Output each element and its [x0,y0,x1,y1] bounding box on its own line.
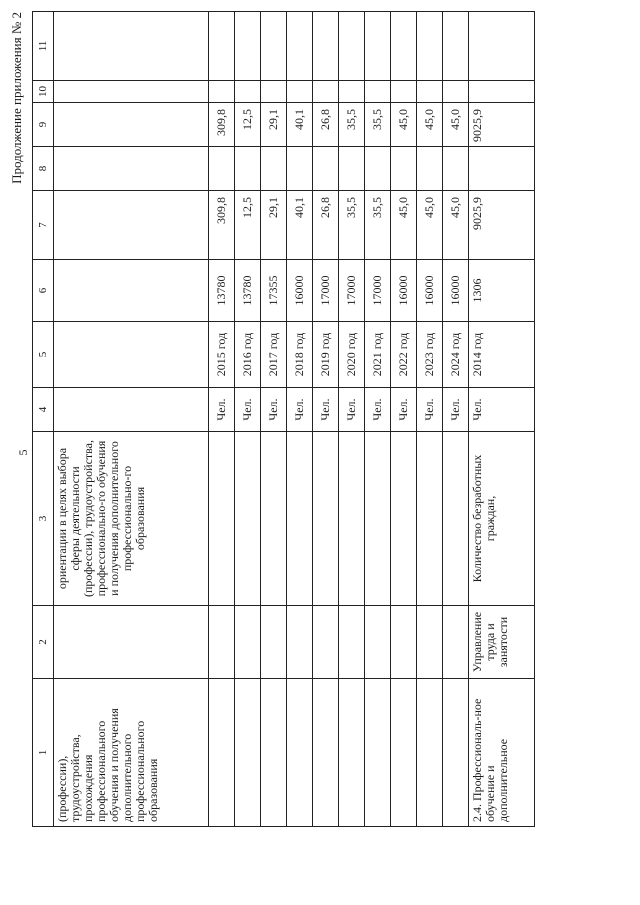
cell-col10-empty [469,81,535,103]
cell-unit: Чел. [339,388,365,432]
cell-executor-empty [443,606,469,679]
cell-col10-empty [443,81,469,103]
table-row [235,12,261,827]
cell-indicator-empty [209,679,235,827]
cell-description-empty [365,432,391,606]
cell-description-empty [417,432,443,606]
cell-year: 2024 год [443,322,469,388]
column-number-row [33,12,54,827]
cell-col11-empty [365,12,391,81]
cell-unit: Чел. [417,388,443,432]
cell-empty [54,12,209,81]
column-number-7: 7 [33,191,54,260]
cell-empty [54,322,209,388]
cell-executor-empty [391,606,417,679]
cell-col10-empty [365,81,391,103]
cell-col8-empty [339,147,365,191]
cell-year: 2018 год [287,322,313,388]
cell-col11-empty [209,12,235,81]
cell-col8-empty [391,147,417,191]
cell-year: 2019 год [313,322,339,388]
main-table [32,11,535,827]
column-number-10: 10 [33,81,54,103]
column-number-2: 2 [33,606,54,679]
table-row [209,12,235,827]
cell-executor-empty [235,606,261,679]
cell-col11-empty [235,12,261,81]
table-row [339,12,365,827]
column-number-9: 9 [33,103,54,147]
table-row [365,12,391,827]
cell-executor-empty [209,606,235,679]
cell-year: 2020 год [339,322,365,388]
table-row-continued [54,12,209,827]
cell-plan-value: 13780 [209,260,235,322]
column-number-5: 5 [33,322,54,388]
cell-empty [54,388,209,432]
cell-unit: Чел. [313,388,339,432]
cell-year: 2021 год [365,322,391,388]
cell-indicator-empty [287,679,313,827]
cell-col11-empty [287,12,313,81]
cell-col9-value: 29,1 [261,103,287,147]
cell-col10-empty [209,81,235,103]
cell-year: 2016 год [235,322,261,388]
cell-col9-value: 26,8 [313,103,339,147]
cell-fact-value: 40,1 [287,191,313,260]
column-number-11: 11 [33,12,54,81]
cell-col8-empty [313,147,339,191]
table-row [313,12,339,827]
cell-indicator-section: 2.4. Профессиональ-ное обучение и дополнительное [469,679,535,827]
cell-plan-value: 16000 [443,260,469,322]
cell-col11-empty [391,12,417,81]
cell-fact-value: 45,0 [443,191,469,260]
cell-plan-value: 13780 [235,260,261,322]
table-row [391,12,417,827]
cell-fact-value: 45,0 [391,191,417,260]
cell-fact-value: 29,1 [261,191,287,260]
cell-unit: Чел. [209,388,235,432]
cell-description-empty [391,432,417,606]
cell-col9-value: 45,0 [417,103,443,147]
cell-year: 2015 год [209,322,235,388]
cell-col10-empty [313,81,339,103]
cell-unit: Чел. [469,388,535,432]
cell-col8-empty [261,147,287,191]
cell-description-empty [313,432,339,606]
table-row [443,12,469,827]
cell-col11-empty [339,12,365,81]
cell-empty [54,81,209,103]
cell-fact-value: 12,5 [235,191,261,260]
cell-plan-value: 16000 [417,260,443,322]
cell-description-empty [339,432,365,606]
cell-unit: Чел. [391,388,417,432]
table-row [287,12,313,827]
cell-executor-empty [417,606,443,679]
cell-indicator-continued: (профессии), трудоустройства, прохождения профессионального обучения и получения дополнительного профессионального образования [54,679,209,827]
cell-plan-value: 16000 [287,260,313,322]
cell-col10-empty [287,81,313,103]
cell-executor-empty [365,606,391,679]
table-row-section-2-4 [469,12,535,827]
cell-executor-empty [261,606,287,679]
cell-fact-value: 35,5 [365,191,391,260]
column-number-1: 1 [33,679,54,827]
cell-plan-value: 17000 [339,260,365,322]
cell-indicator-empty [443,679,469,827]
cell-description-empty [443,432,469,606]
cell-col10-empty [235,81,261,103]
cell-empty [54,147,209,191]
cell-fact-value: 45,0 [417,191,443,260]
cell-description: Количество безработных граждан, [469,432,535,606]
cell-col11-empty [261,12,287,81]
cell-fact-value: 9025,9 [469,191,535,260]
cell-col11-empty [469,12,535,81]
cell-plan-value: 16000 [391,260,417,322]
cell-col9-value: 35,5 [339,103,365,147]
cell-executor-empty [54,606,209,679]
column-number-8: 8 [33,147,54,191]
cell-col10-empty [261,81,287,103]
cell-empty [54,260,209,322]
cell-indicator-empty [261,679,287,827]
cell-col11-empty [417,12,443,81]
cell-col8-empty [417,147,443,191]
cell-col8-empty [469,147,535,191]
cell-year: 2017 год [261,322,287,388]
cell-fact-value: 309,8 [209,191,235,260]
column-number-6: 6 [33,260,54,322]
cell-col9-value: 309,8 [209,103,235,147]
cell-description-empty [209,432,235,606]
cell-plan-value: 17000 [313,260,339,322]
cell-empty [54,191,209,260]
cell-executor-empty [339,606,365,679]
cell-description-empty [287,432,313,606]
cell-executor-empty [313,606,339,679]
cell-unit: Чел. [261,388,287,432]
cell-col8-empty [443,147,469,191]
cell-year: 2014 год [469,322,535,388]
cell-plan-value: 17000 [365,260,391,322]
cell-col10-empty [339,81,365,103]
cell-fact-value: 26,8 [313,191,339,260]
column-number-4: 4 [33,388,54,432]
column-number-3: 3 [33,432,54,606]
cell-plan-value: 1306 [469,260,535,322]
table-body [54,12,535,827]
table-row [417,12,443,827]
cell-unit: Чел. [443,388,469,432]
cell-executor: Управление труда и занятости [469,606,535,679]
cell-col9-value: 45,0 [391,103,417,147]
cell-col8-empty [365,147,391,191]
cell-indicator-empty [391,679,417,827]
cell-fact-value: 35,5 [339,191,365,260]
cell-indicator-empty [313,679,339,827]
cell-col8-empty [209,147,235,191]
cell-col10-empty [417,81,443,103]
cell-unit: Чел. [235,388,261,432]
cell-unit: Чел. [365,388,391,432]
cell-indicator-empty [339,679,365,827]
cell-unit: Чел. [287,388,313,432]
page-number: 5 [16,449,30,456]
cell-col9-value: 12,5 [235,103,261,147]
cell-description-empty [261,432,287,606]
appendix-caption: Продолжение приложения № 2 [9,12,24,184]
cell-indicator-empty [417,679,443,827]
cell-col8-empty [235,147,261,191]
cell-executor-empty [287,606,313,679]
cell-col10-empty [391,81,417,103]
cell-col9-value: 40,1 [287,103,313,147]
cell-indicator-empty [365,679,391,827]
table-row [261,12,287,827]
cell-col11-empty [313,12,339,81]
cell-year: 2022 год [391,322,417,388]
cell-plan-value: 17355 [261,260,287,322]
cell-description-continued: ориентации в целях выбора сферы деятельности (профессии), трудоустройства, профессионально-го обучения и получения дополнительного профессионально-го образования [54,432,209,606]
cell-year: 2023 год [417,322,443,388]
cell-col9-value: 45,0 [443,103,469,147]
cell-col11-empty [443,12,469,81]
cell-description-empty [235,432,261,606]
cell-col9-value: 35,5 [365,103,391,147]
cell-empty [54,103,209,147]
cell-indicator-empty [235,679,261,827]
cell-col8-empty [287,147,313,191]
cell-col9-value: 9025,9 [469,103,535,147]
